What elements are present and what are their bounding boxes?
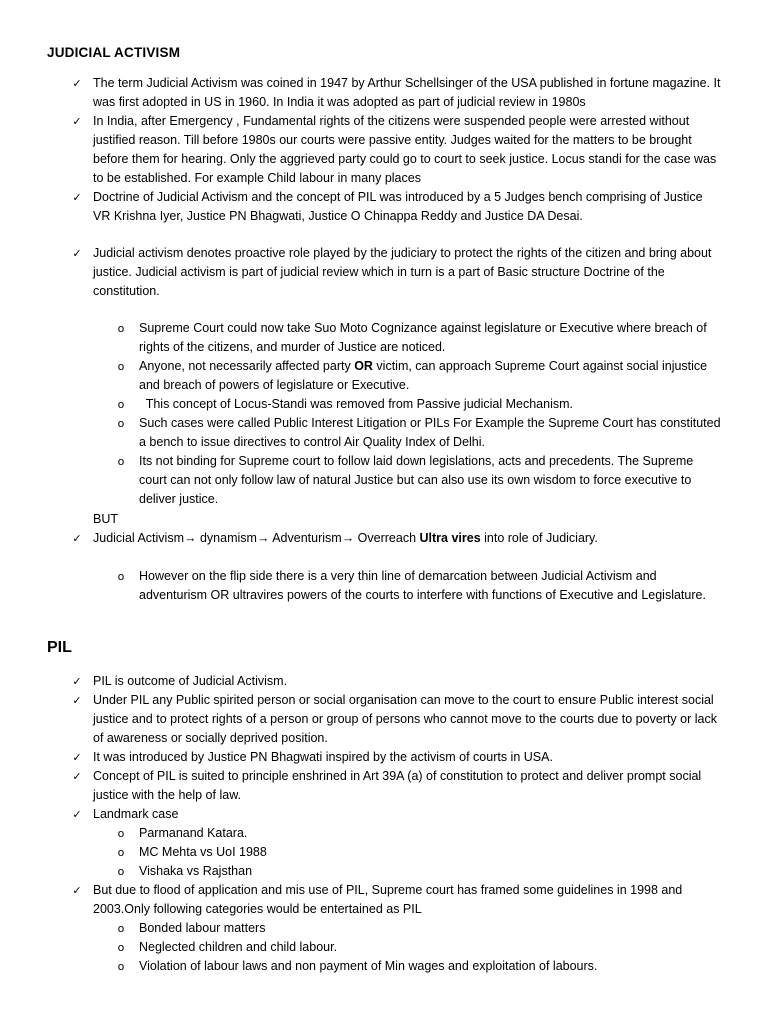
sub-item [0, 567, 721, 605]
list-item [0, 188, 721, 226]
flip-side-section [0, 567, 768, 605]
sub-item [0, 414, 721, 452]
bold-text: Ultra vires [419, 531, 481, 545]
circle-bullet-icon: o [117, 360, 125, 373]
item-text: Doctrine of Judicial Activism and the concept of PIL was introduced by a 5 Judges bench comprising of Justice VR Krishna Iyer, Justice PN Bhagwati, Justice O Chinappa Reddy and Justice DA Desai. [93, 190, 703, 223]
sub-item [0, 357, 721, 395]
text-run: Anyone, not necessarily affected party [139, 359, 355, 373]
checkmark-icon: ✓ [72, 694, 82, 707]
item-text: Judicial activism denotes proactive role played by the judiciary to protect the rights of the citizen and bring about justice. Judicial activism is part of judicial review which in turn is a part of Basic structure Doctrine of the constitution. [93, 246, 712, 298]
sub-item [0, 452, 721, 509]
checkmark-icon: ✓ [72, 532, 82, 545]
sub-item-text: Vishaka vs Rajsthan [139, 864, 253, 878]
item-text: It was introduced by Justice PN Bhagwati inspired by the activism of courts in USA. [93, 750, 553, 764]
pil-category [0, 957, 721, 976]
text-run: Overreach [354, 531, 420, 545]
sub-item [0, 319, 721, 357]
pil-heading: PIL [47, 639, 72, 656]
item-text: PIL is outcome of Judicial Activism. [93, 674, 288, 688]
checkmark-icon: ✓ [72, 247, 82, 260]
arrow-icon: → [184, 531, 197, 545]
checkmark-icon: ✓ [72, 770, 82, 783]
text-run: Judicial Activism [93, 531, 184, 545]
item-text: Concept of PIL is suited to principle enshrined in Art 39A (a) of constitution to protect and deliver prompt social justice with the help of law. [93, 769, 702, 802]
sub-item-text: Parmanand Katara. [139, 826, 248, 840]
circle-bullet-icon: o [117, 570, 125, 583]
pil-category [0, 938, 721, 957]
sub-item-text: Supreme Court could now take Suo Moto Cognizance against legislature or Executive where breach of rights of the citizens, and murder of Justice are noticed. [139, 321, 707, 354]
sub-item-text: This concept of Locus-Standi was removed from Passive judicial Mechanism. [139, 397, 573, 411]
intro-list [0, 74, 768, 226]
sub-item-text: Neglected children and child labour. [139, 940, 338, 954]
pil-category [0, 919, 721, 938]
sub-item-text: Bonded labour matters [139, 921, 266, 935]
sub-item-text: Violation of labour laws and non payment of Min wages and exploitation of labours. [139, 959, 598, 973]
item-text: Landmark case [93, 807, 179, 821]
list-item [0, 691, 721, 748]
checkmark-icon: ✓ [72, 675, 82, 688]
sub-item-text: However on the flip side there is a very thin line of demarcation between Judicial Activism and adventurism OR ultravires powers of the courts to interfere with functions of Executive and Legislature. [139, 569, 706, 602]
item-text: The term Judicial Activism was coined in 1947 by Arthur Schellsinger of the USA published in fortune magazine. It was first adopted in US in 1960. In India it was adopted as part of judicial review in 1980s [93, 76, 721, 109]
circle-bullet-icon: o [117, 322, 125, 335]
landmark-case [0, 862, 721, 881]
circle-bullet-icon: o [117, 846, 125, 859]
sub-item [0, 395, 721, 414]
arrow-icon: → [256, 531, 270, 545]
sub-item-text: MC Mehta vs UoI 1988 [139, 845, 267, 859]
list-item [0, 767, 721, 805]
but-label: BUT [93, 512, 118, 526]
circle-bullet-icon: o [117, 865, 125, 878]
text-run: into role of Judiciary. [480, 531, 598, 545]
role-sublist [0, 319, 768, 509]
circle-bullet-icon: o [117, 922, 125, 935]
checkmark-icon: ✓ [72, 884, 82, 897]
circle-bullet-icon: o [117, 941, 125, 954]
checkmark-icon: ✓ [72, 751, 82, 764]
list-item [0, 805, 721, 824]
arrow-icon: → [341, 531, 355, 545]
item-text: Under PIL any Public spirited person or social organisation can move to the court to ensure Public interest social justice and to protect rights of a person or group of persons who cannot move to the courts due to poverty or lack of awareness or socially deprived position. [93, 693, 717, 745]
list-item [0, 672, 721, 691]
text-run: victim, can approach Supreme Court against social injustice and breach of powers of legislature or Executive. [139, 359, 708, 392]
circle-bullet-icon: o [117, 455, 125, 468]
item-text: In India, after Emergency , Fundamental rights of the citizens were suspended people were arrested without justified reason. Till before 1980s our courts were passive entity. Judges waited for the matters to be brought before them for hearing. Only the aggrieved party could go to court to seek justice. Locus standi for the case was to be established. For example Child labour in many places [93, 114, 717, 185]
list-item [0, 881, 721, 919]
item-text: But due to flood of application and mis use of PIL, Supreme court has framed some guidelines in 1998 and 2003.Only following categories would be entertained as PIL [93, 883, 683, 916]
list-item [0, 748, 721, 767]
circle-bullet-icon: o [117, 417, 125, 430]
list-item [0, 74, 721, 112]
landmark-case [0, 843, 721, 862]
text-run: dynamism [196, 531, 257, 545]
pil-list [0, 672, 768, 976]
chain-section [0, 529, 768, 548]
circle-bullet-icon: o [117, 827, 125, 840]
list-item [0, 112, 721, 188]
text-run: Adventurism [269, 531, 342, 545]
bold-text: OR [354, 359, 373, 373]
checkmark-icon: ✓ [72, 77, 82, 90]
checkmark-icon: ✓ [72, 191, 82, 204]
list-item [0, 244, 721, 301]
document-title: JUDICIAL ACTIVISM [47, 45, 181, 60]
sub-item-text [139, 359, 707, 392]
sub-item-text: Such cases were called Public Interest Litigation or PILs For Example the Supreme Court has constituted a bench to issue directives to control Air Quality Index of Delhi. [139, 416, 721, 449]
list-item [0, 529, 721, 548]
role-section [0, 244, 768, 301]
circle-bullet-icon: o [117, 960, 125, 973]
circle-bullet-icon: o [117, 398, 125, 411]
checkmark-icon: ✓ [72, 808, 82, 821]
item-text [93, 531, 598, 545]
landmark-case [0, 824, 721, 843]
sub-item-text: Its not binding for Supreme court to follow laid down legislations, acts and precedents. The Supreme court can not only follow law of natural Justice but can also use its own wisdom to force executive to deliver justice. [139, 454, 694, 506]
checkmark-icon: ✓ [72, 115, 82, 128]
